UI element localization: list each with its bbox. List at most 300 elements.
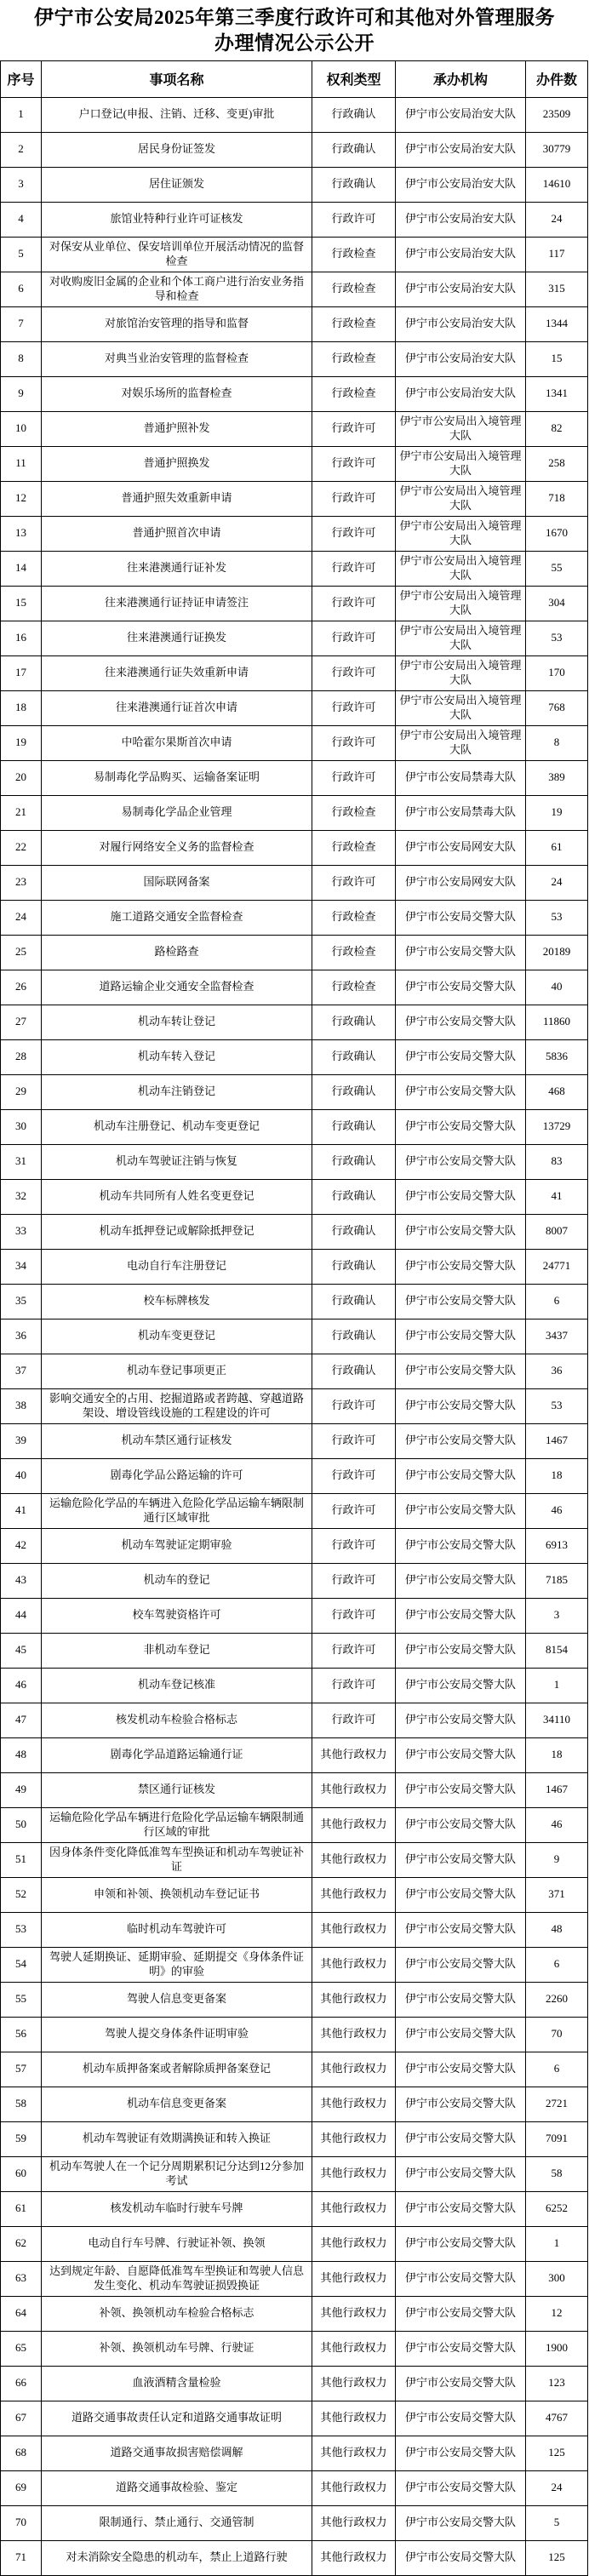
table-row bbox=[1, 1109, 588, 1144]
table-row bbox=[1, 202, 588, 237]
row-number-cell: 25 bbox=[1, 935, 42, 970]
services-table bbox=[0, 60, 588, 2576]
table-row bbox=[1, 2261, 588, 2296]
table-row bbox=[1, 1598, 588, 1633]
table-row bbox=[1, 272, 588, 306]
row-number-cell: 4 bbox=[1, 202, 42, 237]
table-row bbox=[1, 1249, 588, 1284]
right-type-cell: 行政确认 bbox=[312, 1284, 396, 1319]
right-type-cell: 其他行政权力 bbox=[312, 2505, 396, 2540]
row-number-cell: 55 bbox=[1, 1982, 42, 2017]
agency-cell: 伊宁市公安局交警大队 bbox=[396, 2436, 526, 2470]
item-name-cell: 道路交通事故检验、鉴定 bbox=[42, 2470, 312, 2505]
agency-cell: 伊宁市公安局交警大队 bbox=[396, 1633, 526, 1668]
table-row bbox=[1, 900, 588, 935]
agency-cell: 伊宁市公安局交警大队 bbox=[396, 2296, 526, 2331]
row-number-cell: 52 bbox=[1, 1877, 42, 1912]
row-number-cell: 39 bbox=[1, 1423, 42, 1458]
count-cell: 1670 bbox=[526, 516, 588, 551]
right-type-cell: 行政许可 bbox=[312, 1703, 396, 1737]
row-number-cell: 5 bbox=[1, 237, 42, 272]
item-name-cell: 往来港澳通行证换发 bbox=[42, 621, 312, 655]
count-cell: 7091 bbox=[526, 2121, 588, 2156]
agency-cell: 伊宁市公安局交警大队 bbox=[396, 970, 526, 1005]
table-row bbox=[1, 2401, 588, 2436]
row-number-cell: 66 bbox=[1, 2366, 42, 2401]
right-type-cell: 行政检查 bbox=[312, 272, 396, 306]
count-cell: 30779 bbox=[526, 132, 588, 167]
item-name-cell: 电动自行车注册登记 bbox=[42, 1249, 312, 1284]
item-name-cell: 补领、换领机动车检验合格标志 bbox=[42, 2296, 312, 2331]
table-row bbox=[1, 621, 588, 655]
row-number-cell: 14 bbox=[1, 551, 42, 586]
table-row bbox=[1, 1214, 588, 1249]
count-cell: 61 bbox=[526, 830, 588, 865]
right-type-cell: 其他行政权力 bbox=[312, 2540, 396, 2575]
row-number-cell: 43 bbox=[1, 1563, 42, 1598]
item-name-cell: 核发机动车检验合格标志 bbox=[42, 1703, 312, 1737]
item-name-cell: 校车驾驶资格许可 bbox=[42, 1598, 312, 1633]
table-row bbox=[1, 2366, 588, 2401]
agency-cell: 伊宁市公安局交警大队 bbox=[396, 2331, 526, 2366]
item-name-cell: 驾驶人延期换证、延期审验、延期提交《身体条件证明》的审验 bbox=[42, 1947, 312, 1982]
table-row bbox=[1, 586, 588, 621]
count-cell: 3437 bbox=[526, 1319, 588, 1354]
item-name-cell: 非机动车登记 bbox=[42, 1633, 312, 1668]
agency-cell: 伊宁市公安局出入境管理大队 bbox=[396, 551, 526, 586]
row-number-cell: 68 bbox=[1, 2436, 42, 2470]
row-number-cell: 16 bbox=[1, 621, 42, 655]
count-cell: 8007 bbox=[526, 1214, 588, 1249]
count-cell: 1467 bbox=[526, 1772, 588, 1807]
item-name-cell: 机动车注册登记、机动车变更登记 bbox=[42, 1109, 312, 1144]
right-type-cell: 其他行政权力 bbox=[312, 2226, 396, 2261]
right-type-cell: 其他行政权力 bbox=[312, 2156, 396, 2191]
agency-cell: 伊宁市公安局交警大队 bbox=[396, 1074, 526, 1109]
item-name-cell: 剧毒化学品公路运输的许可 bbox=[42, 1458, 312, 1493]
agency-cell: 伊宁市公安局治安大队 bbox=[396, 167, 526, 202]
item-name-cell: 往来港澳通行证失效重新申请 bbox=[42, 655, 312, 690]
row-number-cell: 42 bbox=[1, 1528, 42, 1563]
row-number-cell: 49 bbox=[1, 1772, 42, 1807]
right-type-cell: 行政许可 bbox=[312, 1668, 396, 1703]
count-cell: 468 bbox=[526, 1074, 588, 1109]
table-row bbox=[1, 1458, 588, 1493]
agency-cell: 伊宁市公安局治安大队 bbox=[396, 341, 526, 376]
table-row bbox=[1, 1703, 588, 1737]
agency-cell: 伊宁市公安局交警大队 bbox=[396, 2505, 526, 2540]
item-name-cell: 居住证颁发 bbox=[42, 167, 312, 202]
row-number-cell: 61 bbox=[1, 2191, 42, 2226]
row-number-cell: 18 bbox=[1, 690, 42, 725]
count-cell: 18 bbox=[526, 1737, 588, 1772]
right-type-cell: 其他行政权力 bbox=[312, 1772, 396, 1807]
count-cell: 6 bbox=[526, 2052, 588, 2087]
right-type-cell: 行政确认 bbox=[312, 167, 396, 202]
agency-cell: 伊宁市公安局出入境管理大队 bbox=[396, 621, 526, 655]
item-name-cell: 机动车共同所有人姓名变更登记 bbox=[42, 1179, 312, 1214]
count-cell: 1344 bbox=[526, 306, 588, 341]
item-name-cell: 居民身份证签发 bbox=[42, 132, 312, 167]
right-type-cell: 行政许可 bbox=[312, 655, 396, 690]
right-type-cell: 行政许可 bbox=[312, 446, 396, 481]
agency-cell: 伊宁市公安局禁毒大队 bbox=[396, 760, 526, 795]
item-name-cell: 普通护照换发 bbox=[42, 446, 312, 481]
count-cell: 46 bbox=[526, 1493, 588, 1528]
table-row bbox=[1, 1039, 588, 1074]
table-row bbox=[1, 1319, 588, 1354]
table-row bbox=[1, 237, 588, 272]
agency-cell: 伊宁市公安局出入境管理大队 bbox=[396, 481, 526, 516]
item-name-cell: 道路交通事故责任认定和道路交通事故证明 bbox=[42, 2401, 312, 2436]
agency-cell: 伊宁市公安局治安大队 bbox=[396, 132, 526, 167]
table-row bbox=[1, 1737, 588, 1772]
agency-cell: 伊宁市公安局交警大队 bbox=[396, 1423, 526, 1458]
right-type-cell: 其他行政权力 bbox=[312, 2052, 396, 2087]
agency-cell: 伊宁市公安局交警大队 bbox=[396, 1912, 526, 1947]
row-number-cell: 59 bbox=[1, 2121, 42, 2156]
right-type-cell: 行政确认 bbox=[312, 1109, 396, 1144]
item-name-cell: 对典当业治安管理的监督检查 bbox=[42, 341, 312, 376]
row-number-cell: 9 bbox=[1, 376, 42, 411]
table-row bbox=[1, 1807, 588, 1842]
row-number-cell: 13 bbox=[1, 516, 42, 551]
right-type-cell: 其他行政权力 bbox=[312, 2121, 396, 2156]
item-name-cell: 影响交通安全的占用、挖掘道路或者跨越、穿越道路架设、增设管线设施的工程建设的许可 bbox=[42, 1388, 312, 1423]
right-type-cell: 行政许可 bbox=[312, 621, 396, 655]
count-cell: 46 bbox=[526, 1807, 588, 1842]
right-type-cell: 行政许可 bbox=[312, 202, 396, 237]
agency-cell: 伊宁市公安局交警大队 bbox=[396, 1005, 526, 1039]
count-cell: 14610 bbox=[526, 167, 588, 202]
right-type-cell: 行政检查 bbox=[312, 935, 396, 970]
item-name-cell: 电动自行车号牌、行驶证补领、换领 bbox=[42, 2226, 312, 2261]
item-name-cell: 普通护照首次申请 bbox=[42, 516, 312, 551]
right-type-cell: 其他行政权力 bbox=[312, 2296, 396, 2331]
right-type-cell: 其他行政权力 bbox=[312, 2401, 396, 2436]
row-number-cell: 17 bbox=[1, 655, 42, 690]
count-cell: 8 bbox=[526, 725, 588, 760]
row-number-cell: 27 bbox=[1, 1005, 42, 1039]
row-number-cell: 47 bbox=[1, 1703, 42, 1737]
table-row bbox=[1, 2436, 588, 2470]
agency-cell: 伊宁市公安局交警大队 bbox=[396, 1458, 526, 1493]
row-number-cell: 6 bbox=[1, 272, 42, 306]
agency-cell: 伊宁市公安局交警大队 bbox=[396, 2366, 526, 2401]
count-cell: 1900 bbox=[526, 2331, 588, 2366]
row-number-cell: 38 bbox=[1, 1388, 42, 1423]
right-type-cell: 行政许可 bbox=[312, 1598, 396, 1633]
right-type-cell: 行政许可 bbox=[312, 411, 396, 446]
item-name-cell: 机动车转入登记 bbox=[42, 1039, 312, 1074]
count-cell: 6 bbox=[526, 1947, 588, 1982]
right-type-cell: 其他行政权力 bbox=[312, 2087, 396, 2121]
row-number-cell: 65 bbox=[1, 2331, 42, 2366]
count-cell: 5836 bbox=[526, 1039, 588, 1074]
row-number-cell: 44 bbox=[1, 1598, 42, 1633]
count-cell: 304 bbox=[526, 586, 588, 621]
row-number-cell: 50 bbox=[1, 1807, 42, 1842]
right-type-cell: 行政检查 bbox=[312, 970, 396, 1005]
agency-cell: 伊宁市公安局出入境管理大队 bbox=[396, 586, 526, 621]
item-name-cell: 国际联网备案 bbox=[42, 865, 312, 900]
agency-cell: 伊宁市公安局出入境管理大队 bbox=[396, 690, 526, 725]
table-row bbox=[1, 830, 588, 865]
agency-cell: 伊宁市公安局交警大队 bbox=[396, 1284, 526, 1319]
right-type-cell: 其他行政权力 bbox=[312, 2191, 396, 2226]
right-type-cell: 行政确认 bbox=[312, 1039, 396, 1074]
row-number-cell: 41 bbox=[1, 1493, 42, 1528]
row-number-cell: 45 bbox=[1, 1633, 42, 1668]
agency-cell: 伊宁市公安局网安大队 bbox=[396, 830, 526, 865]
item-name-cell: 路检路查 bbox=[42, 935, 312, 970]
count-cell: 41 bbox=[526, 1179, 588, 1214]
count-cell: 53 bbox=[526, 900, 588, 935]
count-cell: 6 bbox=[526, 1284, 588, 1319]
table-row bbox=[1, 1493, 588, 1528]
right-type-cell: 行政检查 bbox=[312, 900, 396, 935]
item-name-cell: 往来港澳通行证持证申请签注 bbox=[42, 586, 312, 621]
row-number-cell: 58 bbox=[1, 2087, 42, 2121]
table-row bbox=[1, 1144, 588, 1179]
row-number-cell: 8 bbox=[1, 341, 42, 376]
right-type-cell: 行政许可 bbox=[312, 1493, 396, 1528]
right-type-cell: 其他行政权力 bbox=[312, 2470, 396, 2505]
table-row bbox=[1, 1982, 588, 2017]
item-name-cell: 机动车注销登记 bbox=[42, 1074, 312, 1109]
right-type-cell: 行政检查 bbox=[312, 341, 396, 376]
agency-cell: 伊宁市公安局交警大队 bbox=[396, 1982, 526, 2017]
right-type-cell: 行政确认 bbox=[312, 97, 396, 132]
table-row bbox=[1, 411, 588, 446]
count-cell: 718 bbox=[526, 481, 588, 516]
count-cell: 2721 bbox=[526, 2087, 588, 2121]
table-row bbox=[1, 306, 588, 341]
right-type-cell: 其他行政权力 bbox=[312, 1842, 396, 1877]
table-row bbox=[1, 2505, 588, 2540]
item-name-cell: 核发机动车临时行驶车号牌 bbox=[42, 2191, 312, 2226]
table-row bbox=[1, 1912, 588, 1947]
item-name-cell: 对履行网络安全义务的监督检查 bbox=[42, 830, 312, 865]
right-type-cell: 行政许可 bbox=[312, 690, 396, 725]
item-name-cell: 往来港澳通行证首次申请 bbox=[42, 690, 312, 725]
row-number-cell: 7 bbox=[1, 306, 42, 341]
agency-cell: 伊宁市公安局交警大队 bbox=[396, 1388, 526, 1423]
item-name-cell: 达到规定年龄、自愿降低准驾车型换证和驾驶人信息发生变化、机动车驾驶证损毁换证 bbox=[42, 2261, 312, 2296]
row-number-cell: 26 bbox=[1, 970, 42, 1005]
count-cell: 55 bbox=[526, 551, 588, 586]
table-row bbox=[1, 690, 588, 725]
agency-cell: 伊宁市公安局出入境管理大队 bbox=[396, 655, 526, 690]
agency-cell: 伊宁市公安局交警大队 bbox=[396, 2052, 526, 2087]
row-number-cell: 32 bbox=[1, 1179, 42, 1214]
right-type-cell: 行政许可 bbox=[312, 865, 396, 900]
table-row bbox=[1, 167, 588, 202]
table-row bbox=[1, 1179, 588, 1214]
agency-cell: 伊宁市公安局治安大队 bbox=[396, 237, 526, 272]
row-number-cell: 67 bbox=[1, 2401, 42, 2436]
row-number-cell: 69 bbox=[1, 2470, 42, 2505]
agency-cell: 伊宁市公安局交警大队 bbox=[396, 1807, 526, 1842]
agency-cell: 伊宁市公安局交警大队 bbox=[396, 1109, 526, 1144]
table-row bbox=[1, 551, 588, 586]
item-name-cell: 补领、换领机动车号牌、行驶证 bbox=[42, 2331, 312, 2366]
right-type-cell: 行政确认 bbox=[312, 1319, 396, 1354]
right-type-cell: 行政许可 bbox=[312, 481, 396, 516]
table-row bbox=[1, 341, 588, 376]
table-row bbox=[1, 1074, 588, 1109]
count-cell: 4767 bbox=[526, 2401, 588, 2436]
right-type-cell: 其他行政权力 bbox=[312, 2017, 396, 2052]
item-name-cell: 对收购废旧金属的企业和个体工商户进行治安业务指导和检查 bbox=[42, 272, 312, 306]
count-cell: 9 bbox=[526, 1842, 588, 1877]
agency-cell: 伊宁市公安局网安大队 bbox=[396, 865, 526, 900]
row-number-cell: 46 bbox=[1, 1668, 42, 1703]
table-row bbox=[1, 2156, 588, 2191]
row-number-cell: 56 bbox=[1, 2017, 42, 2052]
table-row bbox=[1, 1668, 588, 1703]
right-type-cell: 行政确认 bbox=[312, 1214, 396, 1249]
item-name-cell: 机动车质押备案或者解除质押备案登记 bbox=[42, 2052, 312, 2087]
item-name-cell: 普通护照补发 bbox=[42, 411, 312, 446]
count-cell: 125 bbox=[526, 2436, 588, 2470]
table-row bbox=[1, 1423, 588, 1458]
count-cell: 300 bbox=[526, 2261, 588, 2296]
count-cell: 7185 bbox=[526, 1563, 588, 1598]
agency-cell: 伊宁市公安局交警大队 bbox=[396, 1598, 526, 1633]
table-row bbox=[1, 760, 588, 795]
count-cell: 20189 bbox=[526, 935, 588, 970]
row-number-cell: 48 bbox=[1, 1737, 42, 1772]
row-number-cell: 24 bbox=[1, 900, 42, 935]
col-header-right-type: 权利类型 bbox=[312, 60, 396, 97]
table-row bbox=[1, 1388, 588, 1423]
count-cell: 768 bbox=[526, 690, 588, 725]
right-type-cell: 行政许可 bbox=[312, 586, 396, 621]
right-type-cell: 行政许可 bbox=[312, 725, 396, 760]
row-number-cell: 57 bbox=[1, 2052, 42, 2087]
item-name-cell: 对保安从业单位、保安培训单位开展活动情况的监督检查 bbox=[42, 237, 312, 272]
right-type-cell: 行政许可 bbox=[312, 551, 396, 586]
right-type-cell: 行政许可 bbox=[312, 1388, 396, 1423]
item-name-cell: 易制毒化学品企业管理 bbox=[42, 795, 312, 830]
item-name-cell: 校车标牌核发 bbox=[42, 1284, 312, 1319]
item-name-cell: 禁区通行证核发 bbox=[42, 1772, 312, 1807]
row-number-cell: 22 bbox=[1, 830, 42, 865]
right-type-cell: 其他行政权力 bbox=[312, 1877, 396, 1912]
table-row bbox=[1, 1772, 588, 1807]
agency-cell: 伊宁市公安局交警大队 bbox=[396, 1737, 526, 1772]
item-name-cell: 中哈霍尔果斯首次申请 bbox=[42, 725, 312, 760]
table-row bbox=[1, 2087, 588, 2121]
agency-cell: 伊宁市公安局交警大队 bbox=[396, 1563, 526, 1598]
count-cell: 13729 bbox=[526, 1109, 588, 1144]
right-type-cell: 其他行政权力 bbox=[312, 1737, 396, 1772]
table-row bbox=[1, 2191, 588, 2226]
table-row bbox=[1, 2226, 588, 2261]
row-number-cell: 51 bbox=[1, 1842, 42, 1877]
agency-cell: 伊宁市公安局交警大队 bbox=[396, 1214, 526, 1249]
count-cell: 12 bbox=[526, 2296, 588, 2331]
table-row bbox=[1, 1633, 588, 1668]
row-number-cell: 40 bbox=[1, 1458, 42, 1493]
item-name-cell: 临时机动车驾驶许可 bbox=[42, 1912, 312, 1947]
item-name-cell: 因身体条件变化降低准驾车型换证和机动车驾驶证补证 bbox=[42, 1842, 312, 1877]
item-name-cell: 往来港澳通行证补发 bbox=[42, 551, 312, 586]
table-row bbox=[1, 516, 588, 551]
agency-cell: 伊宁市公安局治安大队 bbox=[396, 272, 526, 306]
count-cell: 48 bbox=[526, 1912, 588, 1947]
count-cell: 125 bbox=[526, 2540, 588, 2575]
item-name-cell: 机动车登记核准 bbox=[42, 1668, 312, 1703]
count-cell: 24771 bbox=[526, 1249, 588, 1284]
row-number-cell: 53 bbox=[1, 1912, 42, 1947]
count-cell: 3 bbox=[526, 1598, 588, 1633]
agency-cell: 伊宁市公安局交警大队 bbox=[396, 1668, 526, 1703]
row-number-cell: 54 bbox=[1, 1947, 42, 1982]
agency-cell: 伊宁市公安局交警大队 bbox=[396, 1179, 526, 1214]
table-row bbox=[1, 1563, 588, 1598]
table-row bbox=[1, 1877, 588, 1912]
row-number-cell: 60 bbox=[1, 2156, 42, 2191]
row-number-cell: 36 bbox=[1, 1319, 42, 1354]
agency-cell: 伊宁市公安局出入境管理大队 bbox=[396, 411, 526, 446]
count-cell: 24 bbox=[526, 2470, 588, 2505]
item-name-cell: 机动车的登记 bbox=[42, 1563, 312, 1598]
agency-cell: 伊宁市公安局交警大队 bbox=[396, 935, 526, 970]
count-cell: 123 bbox=[526, 2366, 588, 2401]
table-row bbox=[1, 1842, 588, 1877]
right-type-cell: 行政许可 bbox=[312, 516, 396, 551]
count-cell: 5 bbox=[526, 2505, 588, 2540]
table-row bbox=[1, 865, 588, 900]
right-type-cell: 行政确认 bbox=[312, 1074, 396, 1109]
count-cell: 24 bbox=[526, 202, 588, 237]
right-type-cell: 行政确认 bbox=[312, 1005, 396, 1039]
right-type-cell: 行政检查 bbox=[312, 306, 396, 341]
agency-cell: 伊宁市公安局交警大队 bbox=[396, 2017, 526, 2052]
row-number-cell: 23 bbox=[1, 865, 42, 900]
col-header-count: 办件数 bbox=[526, 60, 588, 97]
item-name-cell: 旅馆业特种行业许可证核发 bbox=[42, 202, 312, 237]
row-number-cell: 64 bbox=[1, 2296, 42, 2331]
table-row bbox=[1, 376, 588, 411]
agency-cell: 伊宁市公安局出入境管理大队 bbox=[396, 516, 526, 551]
right-type-cell: 行政检查 bbox=[312, 830, 396, 865]
count-cell: 34110 bbox=[526, 1703, 588, 1737]
item-name-cell: 限制通行、禁止通行、交通管制 bbox=[42, 2505, 312, 2540]
right-type-cell: 行政许可 bbox=[312, 1458, 396, 1493]
count-cell: 1 bbox=[526, 2226, 588, 2261]
row-number-cell: 71 bbox=[1, 2540, 42, 2575]
item-name-cell: 机动车抵押登记或解除抵押登记 bbox=[42, 1214, 312, 1249]
row-number-cell: 30 bbox=[1, 1109, 42, 1144]
right-type-cell: 行政确认 bbox=[312, 1249, 396, 1284]
right-type-cell: 其他行政权力 bbox=[312, 2436, 396, 2470]
header-row bbox=[1, 60, 588, 97]
item-name-cell: 对娱乐场所的监督检查 bbox=[42, 376, 312, 411]
item-name-cell: 机动车变更登记 bbox=[42, 1319, 312, 1354]
item-name-cell: 运输危险化学品车辆进行危险化学品运输车辆限制通行区域的审批 bbox=[42, 1807, 312, 1842]
item-name-cell: 剧毒化学品道路运输通行证 bbox=[42, 1737, 312, 1772]
count-cell: 18 bbox=[526, 1458, 588, 1493]
agency-cell: 伊宁市公安局交警大队 bbox=[396, 1354, 526, 1388]
page-title: 伊宁市公安局2025年第三季度行政许可和其他对外管理服务办理情况公示公开 bbox=[34, 7, 555, 54]
table-row bbox=[1, 2052, 588, 2087]
agency-cell: 伊宁市公安局交警大队 bbox=[396, 900, 526, 935]
count-cell: 58 bbox=[526, 2156, 588, 2191]
item-name-cell: 机动车登记事项更正 bbox=[42, 1354, 312, 1388]
